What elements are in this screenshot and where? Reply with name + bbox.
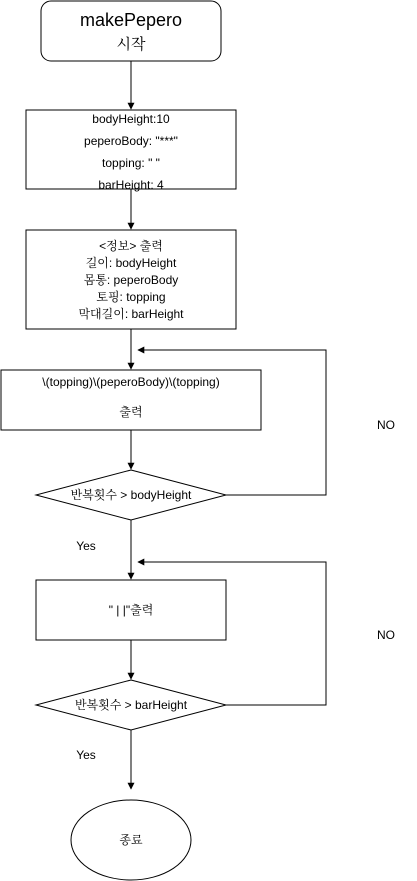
bar-print-label: " | |"출력	[108, 603, 154, 617]
init-line-1: bodyHeight:10	[92, 112, 170, 126]
cond-body-no-label: NO	[377, 418, 395, 432]
cond-bar-label: 반복횟수 > barHeight	[74, 698, 188, 712]
info-line-1: <정보> 출력	[99, 239, 163, 253]
init-line-4: barHeight: 4	[98, 178, 164, 192]
start-title: makePepero	[79, 10, 183, 30]
cond-bar-no-label: NO	[377, 628, 395, 642]
info-line-2: 길이: bodyHeight	[85, 256, 177, 270]
init-line-2: peperoBody: "***"	[84, 134, 178, 148]
cond-body-label: 반복횟수 > bodyHeight	[70, 488, 192, 502]
init-line-3: topping: " "	[102, 156, 160, 170]
info-line-4: 토핑: topping	[96, 290, 166, 304]
start-subtitle: 시작	[116, 36, 146, 53]
cond-bar-yes-label: Yes	[76, 748, 96, 762]
cond-body-yes-label: Yes	[76, 539, 96, 553]
info-line-3: 몸통: peperoBody	[83, 273, 179, 287]
end-label: 종료	[119, 833, 143, 847]
body-print-line-1: \(topping)\(peperoBody)\(topping)	[42, 375, 220, 389]
info-line-5: 막대길이: barHeight	[78, 307, 184, 321]
body-print-line-2: 출력	[119, 405, 143, 419]
